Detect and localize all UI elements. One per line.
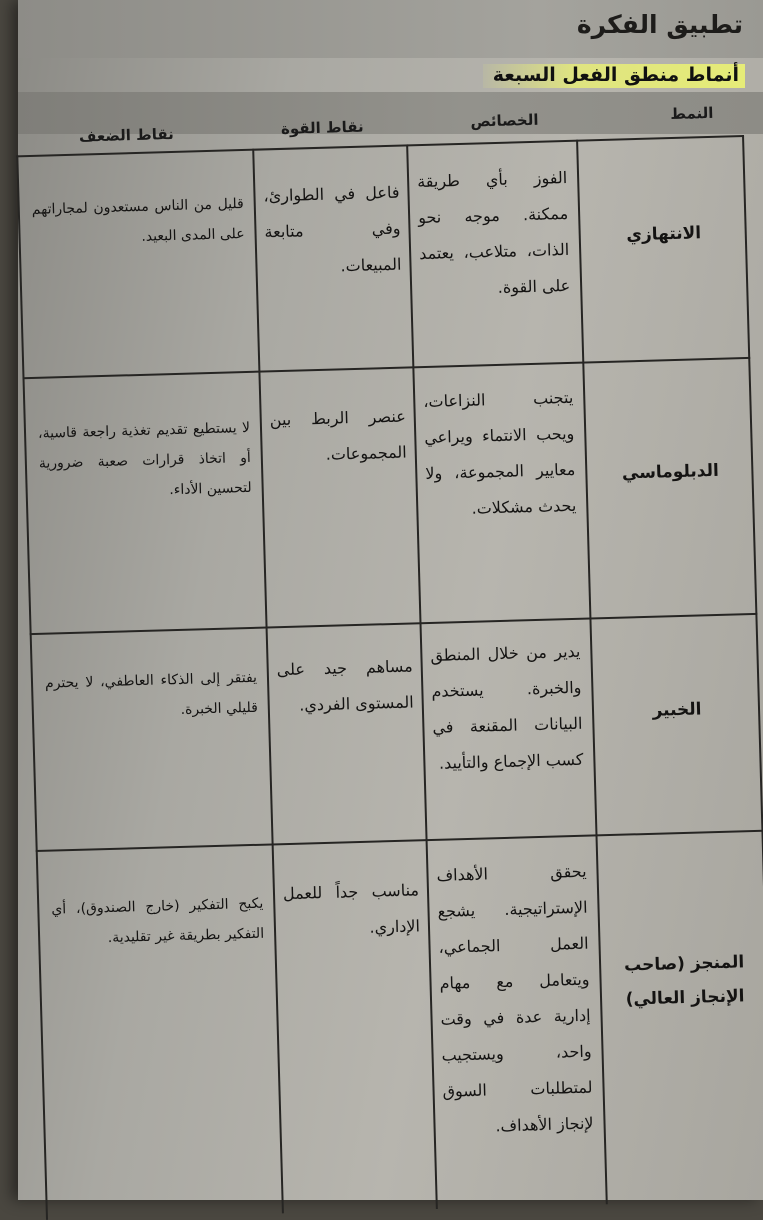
pattern-cell: الدبلوماسي: [621, 460, 720, 484]
strengths-cell: مساهم جيد على المستوى الفردي.: [276, 656, 414, 715]
strengths-cell: عنصر الربط بين المجموعات.: [269, 406, 407, 464]
weaknesses-cell: لا يستطيع تقديم تغذية راجعة قاسية، أو اتخاذ قرارات صعبة ضرورية لتحسين الأداء.: [37, 419, 252, 499]
table-border-right: [742, 135, 763, 1200]
patterns-table: [18, 103, 763, 1220]
weaknesses-cell: يفتقر إلى الذكاء العاطفي، لا يحترم قليلي الخبرة.: [44, 669, 259, 718]
column-header-strengths: نقاط القوة: [280, 117, 364, 138]
characteristics-cell: يتجنب النزاعات، ويحب الانتماء ويراعي معايير المجموعة، ولا يحدث مشكلات.: [423, 387, 577, 518]
strengths-cell: مناسب جداً للعمل الإداري.: [282, 880, 421, 937]
book-page: [18, 0, 763, 1200]
pattern-cell: الانتهازي: [626, 223, 702, 246]
characteristics-cell: يدير من خلال المنطق والخبرة. يستخدم البيانات المقنعة في كسب الإجماع والتأييد.: [430, 641, 584, 773]
characteristics-cell: يحقق الأهداف الإستراتيجية. يشجع العمل الجماعي، ويتعامل مع مهام إدارية عدة في وقت واحد، ويستجيب لمتطلبات السوق لإنجاز الأهداف.: [436, 861, 594, 1136]
column-header-characteristics: الخصائص: [470, 110, 539, 131]
pattern-cell: الخبير: [652, 699, 702, 721]
table-border-left: [16, 155, 48, 1220]
row-divider: [36, 830, 763, 852]
weaknesses-cell: قليل من الناس مستعدون لمجاراتهم على المدى البعيد.: [31, 195, 245, 245]
pattern-cell: المنجز (صاحب الإنجاز العالي): [623, 952, 745, 1010]
column-header-pattern: النمط: [670, 103, 714, 124]
characteristics-cell: الفوز بأي طريقة ممكنة. موجه نحو الذات، متلاعب، يعتمد على القوة.: [416, 167, 571, 297]
row-divider: [22, 357, 750, 379]
weaknesses-cell: يكبح التفكير (خارج الصندوق)، أي التفكير بطريقة غير تقليدية.: [51, 895, 265, 947]
highlighted-subtitle: أنماط منطق الفعل السبعة: [483, 64, 745, 88]
row-divider: [30, 613, 758, 635]
column-header-weaknesses: نقاط الضعف: [78, 124, 174, 146]
section-title: تطبيق الفكرة: [576, 10, 743, 39]
strengths-cell: فاعل في الطوارئ، وفي متابعة المبيعات.: [263, 182, 402, 276]
